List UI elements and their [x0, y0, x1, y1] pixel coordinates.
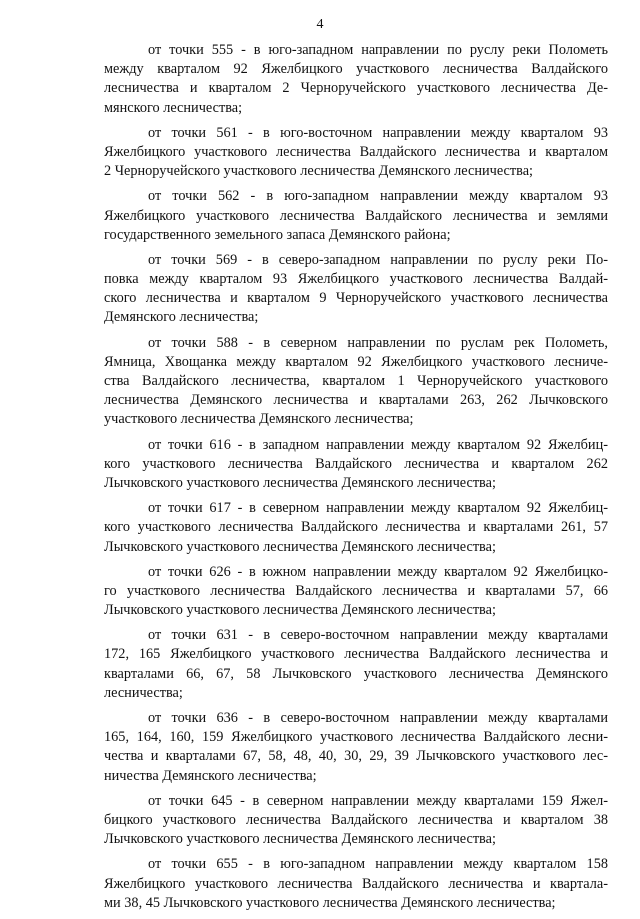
- text-line: лесничества Демянского лесничества и кварталами 263, 262 Лычковского: [104, 392, 608, 409]
- page-number: 4: [316, 17, 324, 32]
- text-line: лесничества;: [104, 684, 183, 701]
- text-line: Лычковского участкового лесничества Демянского лесничества;: [104, 474, 496, 491]
- text-line: Лычковского участкового лесничества Демянского лесничества;: [104, 538, 496, 555]
- text-line: мянского лесничества;: [104, 99, 243, 116]
- text-line: кого участкового лесничества Валдайского лесничества и кварталами 261, 57: [104, 519, 608, 536]
- paragraph-point-626: [104, 563, 608, 621]
- paragraph-point-655: [104, 855, 608, 913]
- text-line: Демянского лесничества;: [104, 309, 259, 326]
- text-line: участкового лесничества Демянского лесничества;: [104, 411, 414, 428]
- paragraph-point-616: [104, 436, 608, 494]
- text-line: от точки 562 - в юго-западном направлении между кварталом 93: [148, 188, 608, 205]
- text-line: Яжелбицкого участкового лесничества Валдайского лесничества и кварталом: [104, 143, 608, 160]
- text-line: ского лесничества и кварталом 9 Черноручейского участкового лесничества: [104, 290, 608, 307]
- paragraph-point-588: [104, 334, 608, 430]
- text-line: государственного земельного запаса Демянского района;: [104, 226, 451, 243]
- text-line: от точки 626 - в южном направлении между кварталом 92 Яжелбицко-: [148, 563, 608, 580]
- text-line: кварталами 66, 67, 58 Лычковского участкового лесничества Демянского: [104, 665, 608, 682]
- paragraph-point-561: [104, 124, 608, 182]
- text-line: между кварталом 92 Яжелбицкого участкового лесничества Валдайского: [104, 61, 608, 78]
- text-line: лесничества и кварталом 2 Черноручейского участкового лесничества Де-: [104, 80, 608, 97]
- text-line: Лычковского участкового лесничества Демянского лесничества;: [104, 831, 496, 848]
- paragraph-point-555: [104, 41, 608, 118]
- text-line: Лычковского участкового лесничества Демянского лесничества;: [104, 602, 496, 619]
- text-line: 2 Черноручейского участкового лесничества Демянского лесничества;: [104, 163, 534, 180]
- text-line: от точки 569 - в северо-западном направлении по руслу реки По-: [148, 251, 608, 268]
- paragraph-point-569: [104, 251, 608, 328]
- text-line: от точки 655 - в юго-западном направлении между кварталом 158: [148, 856, 608, 873]
- text-line: от точки 617 - в северном направлении между кварталом 92 Яжелбиц-: [148, 500, 608, 517]
- text-line: от точки 555 - в юго-западном направлении по руслу реки Полометь: [148, 42, 608, 58]
- text-line: от точки 645 - в северном направлении между кварталами 159 Яжел-: [148, 792, 608, 809]
- text-line: от точки 588 - в северном направлении по руслам рек Полометь,: [148, 334, 608, 351]
- text-line: кого участкового лесничества Валдайского лесничества и кварталом 262: [104, 455, 608, 472]
- paragraph-point-617: [104, 499, 608, 557]
- text-line: 172, 165 Яжелбицкого участкового лесничества Валдайского лесничества и: [104, 646, 608, 663]
- text-line: ства Валдайского лесничества, кварталом 1 Черноручейского участкового: [104, 373, 608, 389]
- text-line: Ямница, Хвощанка между кварталом 92 Яжелбицкого участкового лесниче-: [104, 353, 608, 370]
- text-line: от точки 636 - в северо-восточном направлении между кварталами: [148, 710, 608, 726]
- document-body: [104, 41, 608, 919]
- paragraph-point-562: [104, 187, 608, 245]
- text-line: от точки 561 - в юго-восточном направлении между кварталом 93: [148, 124, 608, 141]
- text-line: бицкого участкового лесничества Валдайского лесничества и кварталом 38: [104, 811, 608, 828]
- text-line: повка между кварталом 93 Яжелбицкого участкового лесничества Валдай-: [104, 271, 608, 288]
- text-line: Яжелбицкого участкового лесничества Валдайского лесничества и землями: [104, 207, 608, 224]
- text-line: го участкового лесничества Валдайского лесничества и кварталами 57, 66: [104, 582, 608, 599]
- paragraph-point-645: [104, 792, 608, 850]
- text-line: Яжелбицкого участкового лесничества Валдайского лесничества и квартала-: [104, 875, 608, 892]
- text-line: 165, 164, 160, 159 Яжелбицкого участкового лесничества Валдайского лесни-: [104, 729, 608, 746]
- text-line: чества и кварталами 67, 58, 48, 40, 30, 29, 39 Лычковского участкового лес-: [104, 748, 608, 765]
- paragraph-point-636: [104, 709, 608, 786]
- text-line: ми 38, 45 Лычковского участкового лесничества Демянского лесничества;: [104, 894, 556, 911]
- text-line: ничества Демянского лесничества;: [104, 767, 317, 784]
- text-line: от точки 616 - в западном направлении между кварталом 92 Яжелбиц-: [148, 436, 608, 453]
- text-line: от точки 631 - в северо-восточном направлении между кварталами: [148, 627, 608, 644]
- paragraph-point-631: [104, 626, 608, 703]
